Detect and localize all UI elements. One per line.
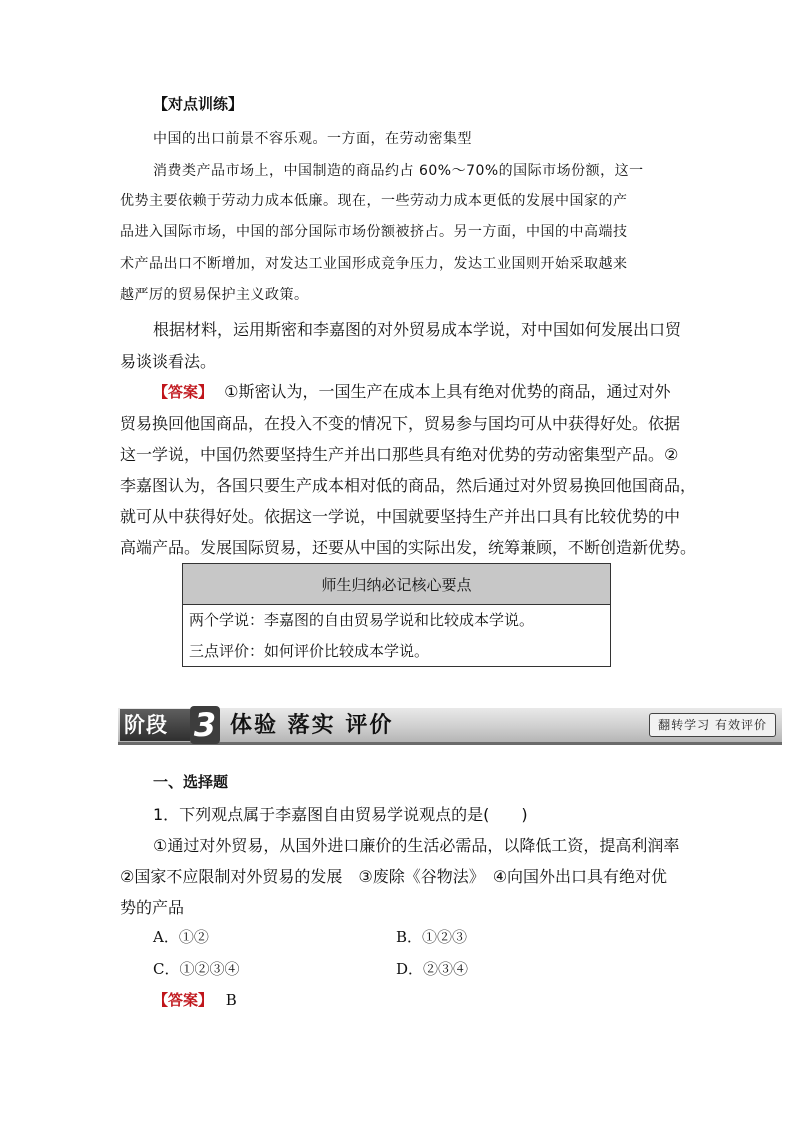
question-answer: [153, 989, 237, 1010]
stage-label: 阶段: [120, 709, 190, 741]
core-points-header: 师生归纳必记核心要点: [183, 564, 610, 605]
stage-title: 体验 落实 评价: [230, 712, 394, 738]
answer-paragraph-first: [153, 379, 670, 402]
stage-banner: [118, 708, 782, 742]
question-line-1: 根据材料，运用斯密和李嘉图的对外贸易成本学说，对中国如何发展出口贸: [153, 320, 682, 339]
option-a[interactable]: A．①②: [153, 928, 209, 946]
core-points-box: [182, 563, 611, 667]
question-item-line: ②国家不应限制对外贸易的发展 ③废除《谷物法》 ④向国外出口具有绝对优: [120, 867, 668, 886]
option-d[interactable]: D．②③④: [396, 960, 469, 978]
material-line-3: 优势主要依赖于劳动力成本低廉。现在，一些劳动力成本更低的发展中国家的产: [120, 193, 628, 209]
material-line-1: 中国的出口前景不容乐观。一方面，在劳动密集型: [153, 131, 472, 147]
answer-line-5: 就可从中获得好处。依据这一学说，中国就要坚持生产并出口具有比较优势的中: [120, 507, 681, 526]
question-item-line: ①通过对外贸易，从国外进口廉价的生活必需品，以降低工资，提高利润率: [153, 836, 680, 855]
option-b[interactable]: B．①②③: [396, 928, 468, 946]
answer-line-3: 这一学说，中国仍然要坚持生产并出口那些具有绝对优势的劳动密集型产品。②: [120, 445, 679, 464]
stage-number: 3: [190, 706, 220, 744]
answer-label: 【答案】: [153, 991, 214, 1009]
answer-value: B: [225, 991, 237, 1009]
core-point-row: 两个学说：李嘉图的自由贸易学说和比较成本学说。: [189, 611, 535, 629]
answer-text-first: ①斯密认为，一国生产在成本上具有绝对优势的商品，通过对外: [224, 382, 671, 401]
answer-line-6: 高端产品。发展国际贸易，还要从中国的实际出发，统筹兼顾，不断创造新优势。: [120, 538, 697, 557]
stage-tagline: 翻转学习 有效评价: [649, 713, 776, 737]
training-heading: 【对点训练】: [153, 95, 244, 113]
section-heading: 一、选择题: [153, 773, 229, 791]
answer-line-4: 李嘉图认为，各国只要生产成本相对低的商品，然后通过对外贸易换回他国商品，: [120, 476, 697, 495]
core-point-row: 三点评价：如何评价比较成本学说。: [189, 642, 430, 660]
question-item-line: 势的产品: [120, 898, 185, 917]
question-line-2: 易谈谈看法。: [120, 352, 217, 371]
material-line-4: 品进入国际市场，中国的部分国际市场份额被挤占。另一方面，中国的中高端技: [120, 224, 628, 240]
option-c[interactable]: C．①②③④: [153, 960, 240, 978]
question-stem: 1．下列观点属于李嘉图自由贸易学说观点的是( ): [153, 805, 528, 824]
answer-line-2: 贸易换回他国商品，在投入不变的情况下，贸易参与国均可从中获得好处。依据: [120, 414, 681, 433]
answer-label: 【答案】: [153, 383, 214, 401]
material-line-6: 越严厉的贸易保护主义政策。: [120, 287, 309, 303]
material-line-5: 术产品出口不断增加，对发达工业国形成竞争压力，发达工业国则开始采取越来: [120, 256, 628, 272]
material-line-2: 消费类产品市场上，中国制造的商品约占 60%～70%的国际市场份额，这一: [153, 163, 644, 179]
